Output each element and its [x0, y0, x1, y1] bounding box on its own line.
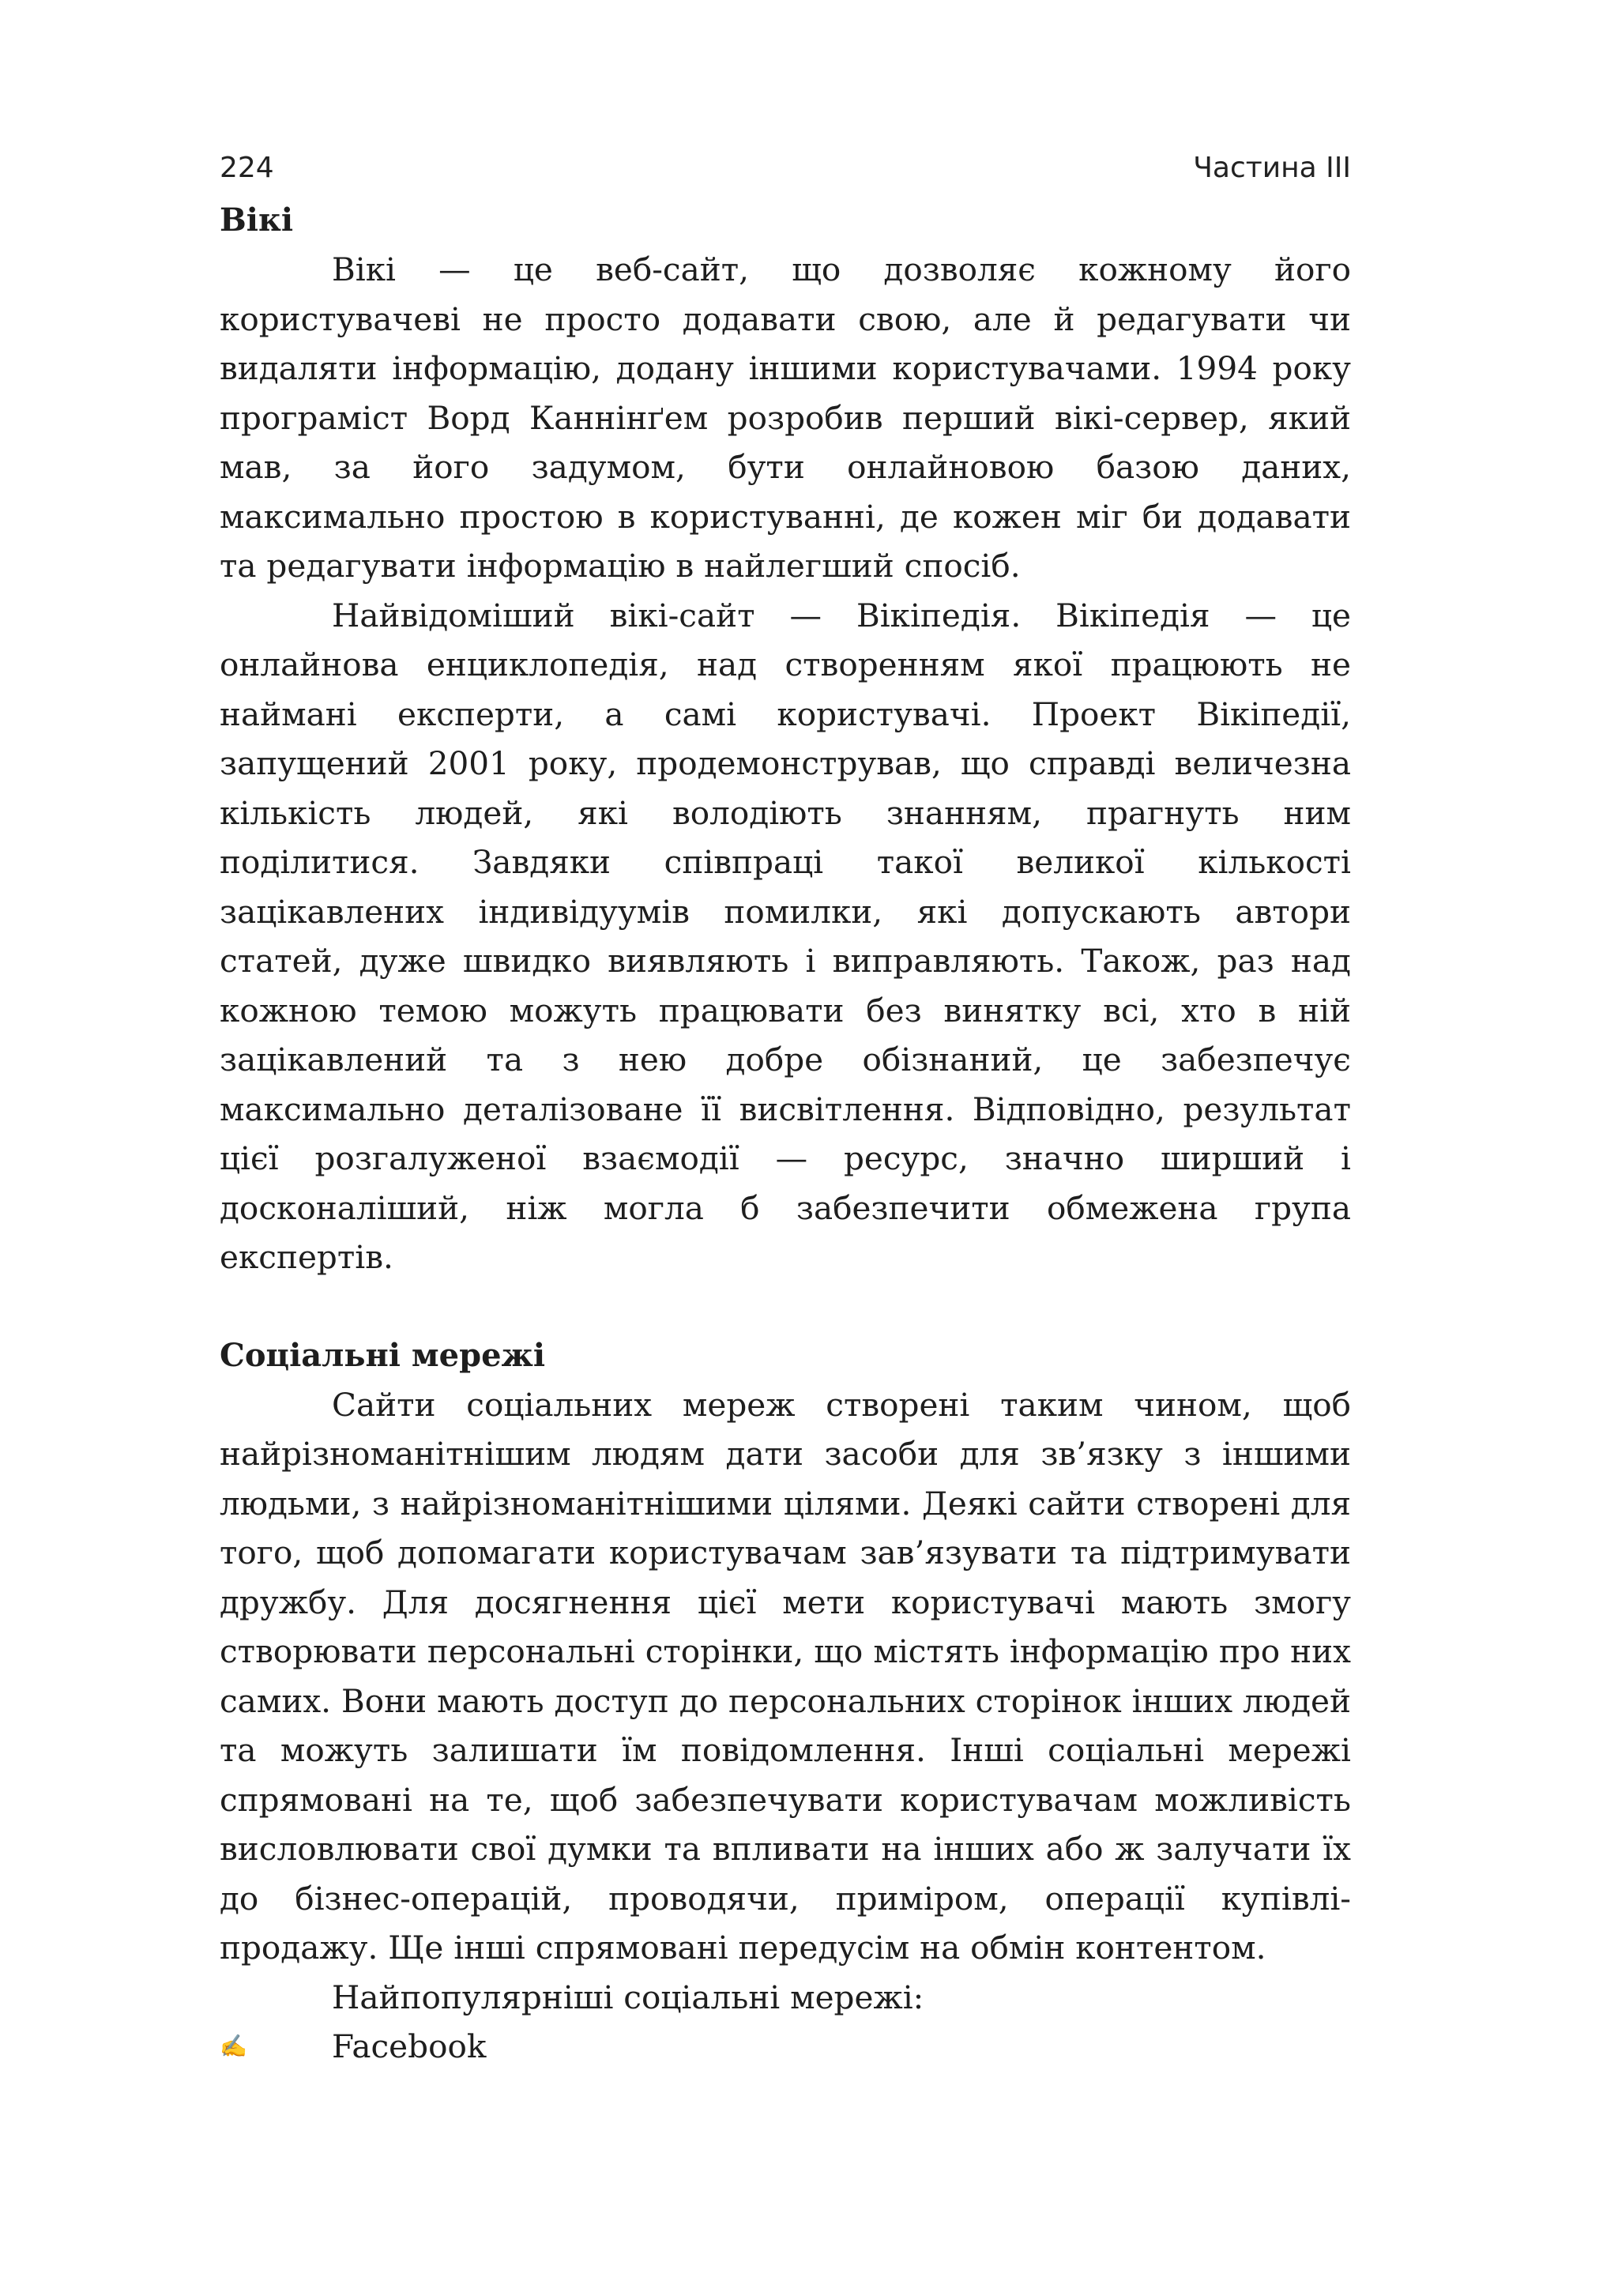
part-title: Частина III [1193, 152, 1351, 184]
page-number: 224 [220, 152, 274, 184]
paragraph: Вікі — це веб-сайт, що дозволяє кожному його користувачеві не просто додавати свою, але й редагувати чи видаляти інформацію, додану іншими користувачами. 1994 року програміст Ворд Каннінґем розробив перший вікі-сервер, який мав, за його задумом, бути онлайновою базою даних, максимально простою в користуванні, де кожен міг би додавати та редагувати інформацію в найлегший спосіб. [220, 250, 1351, 585]
paragraph: Сайти соціальних мереж створені таким чином, щоб найрізноманітнішим людям дати засоби для зв’язку з іншими людьми, з найрізноманітнішими цілями. Деякі сайти створені для того, щоб допомагати користувачам зав’язувати та підтримувати дружбу. Для досягнення цієї мети користувачі мають змогу створювати персональні сторінки, що містять інформацію про них самих. Вони мають доступ до персональних сторінок інших людей та можуть залишати їм повідомлення. Інші соціальні мережі спрямовані на те, щоб забезпечувати користувачам можливість висловлювати свої думки та впливати на інших або ж залучати їх до бізнес-операцій, проводячи, приміром, операції купівлі-продажу. Ще інші спрямовані передусім на обмін контентом. [220, 1385, 1351, 1967]
book-page [220, 145, 1351, 2072]
pen-bullet-icon: ✍ [220, 2033, 247, 2059]
paragraph: Найпопулярніші соціальні мережі: [332, 1978, 924, 2016]
section-spacer [220, 1282, 1351, 1331]
section-heading-wiki: Вікі [220, 201, 294, 239]
paragraph: Найвідоміший вікі-сайт — Вікіпедія. Вікіпедія — це онлайнова енциклопедія, над створенням якої працюють не наймані експерти, а самі користувачі. Проект Вікіпедії, запущений 2001 року, продемонстрував, що справді величезна кількість людей, які володіють знанням, прагнуть ним поділитися. Завдяки співпраці такої великої кількості зацікавлених індивідуумів помилки, які допускають автори статей, дуже швидко виявляють і виправляють. Також, раз над кожною темою можуть працювати без винятку всі, хто в ній зацікавлений та з нею добре обізнаний, це забезпечує максимально деталізоване її висвітлення. Відповідно, результат цієї розгалуженої взаємодії — ресурс, значно ширший і досконаліший, ніж могла б забезпечити обмежена група експертів. [220, 596, 1351, 1276]
section-heading-social-networks: Соціальні мережі [220, 1336, 546, 1374]
list-item-text: Facebook [332, 2027, 487, 2065]
list-item [220, 2022, 1351, 2072]
running-header [220, 145, 1351, 196]
